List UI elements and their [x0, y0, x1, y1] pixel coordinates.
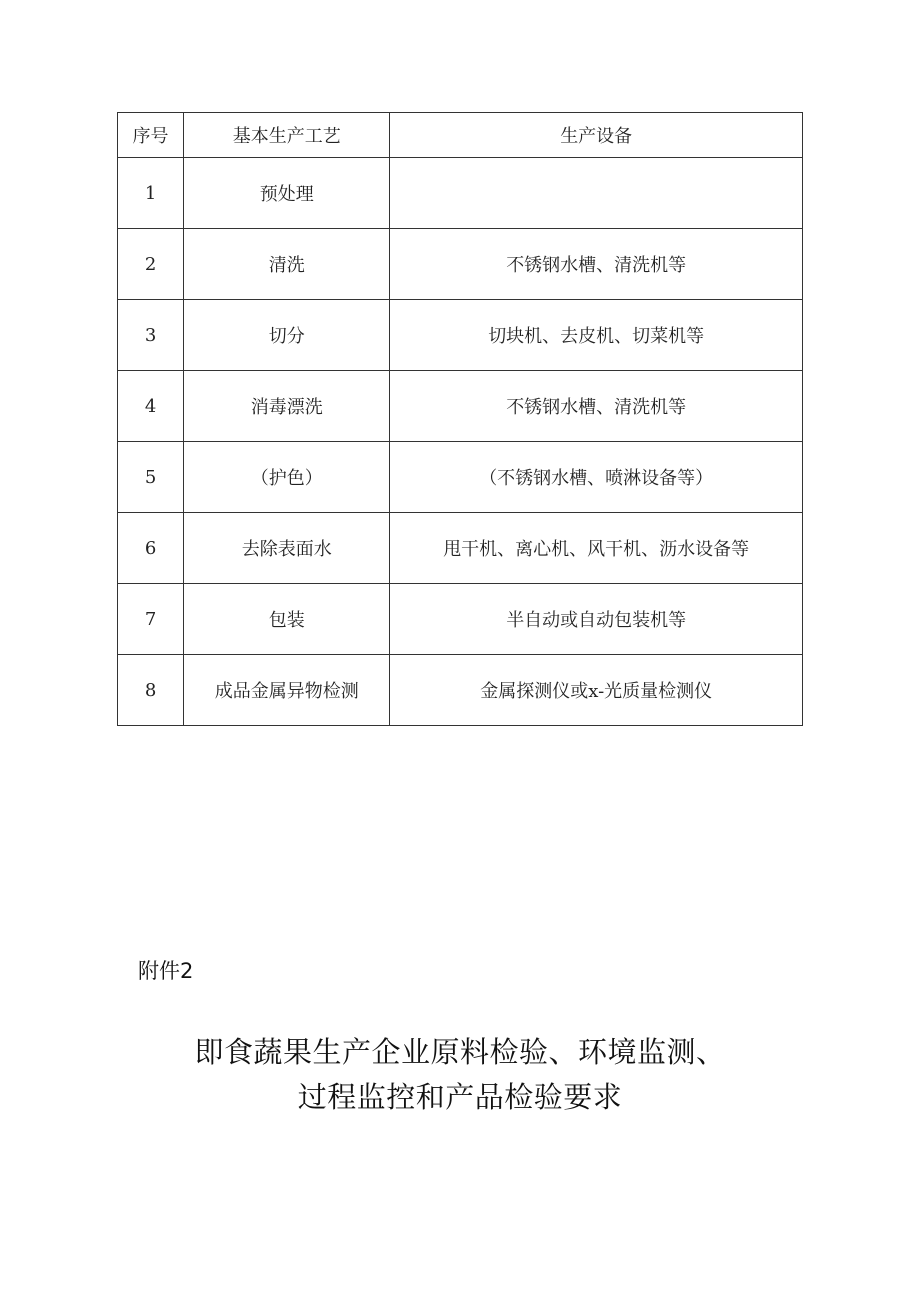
table-row [118, 229, 803, 300]
cell-process: 去除表面水 [184, 513, 390, 584]
cell-process: 清洗 [184, 229, 390, 300]
cell-process: 包装 [184, 584, 390, 655]
cell-seq: 3 [118, 300, 184, 371]
cell-equipment: 甩干机、离心机、风干机、沥水设备等 [390, 513, 803, 584]
header-process: 基本生产工艺 [184, 113, 390, 158]
cell-seq: 6 [118, 513, 184, 584]
cell-process: 消毒漂洗 [184, 371, 390, 442]
cell-seq: 5 [118, 442, 184, 513]
table-row [118, 371, 803, 442]
process-equipment-table [117, 112, 803, 726]
table-row [118, 442, 803, 513]
document-title-line-1: 即食蔬果生产企业原料检验、环境监测、 [194, 1035, 726, 1069]
cell-process: 成品金属异物检测 [184, 655, 390, 726]
table-row [118, 655, 803, 726]
cell-equipment: 切块机、去皮机、切菜机等 [390, 300, 803, 371]
table-row [118, 300, 803, 371]
cell-seq: 4 [118, 371, 184, 442]
table-row [118, 584, 803, 655]
header-equipment: 生产设备 [390, 113, 803, 158]
table-row [118, 513, 803, 584]
header-seq: 序号 [118, 113, 184, 158]
table-header-row [118, 113, 803, 158]
cell-seq: 8 [118, 655, 184, 726]
cell-equipment: 半自动或自动包装机等 [390, 584, 803, 655]
cell-process: 切分 [184, 300, 390, 371]
document-title-line-2: 过程监控和产品检验要求 [297, 1080, 623, 1114]
cell-equipment: 不锈钢水槽、清洗机等 [390, 229, 803, 300]
cell-seq: 1 [118, 158, 184, 229]
cell-process: 预处理 [184, 158, 390, 229]
attachment-label: 附件2 [138, 959, 194, 983]
cell-equipment: 金属探测仪或x-光质量检测仪 [390, 655, 803, 726]
cell-process: （护色） [184, 442, 390, 513]
cell-equipment: （不锈钢水槽、喷淋设备等） [390, 442, 803, 513]
cell-equipment: 不锈钢水槽、清洗机等 [390, 371, 803, 442]
table-row [118, 158, 803, 229]
cell-seq: 2 [118, 229, 184, 300]
cell-equipment [390, 158, 803, 229]
cell-seq: 7 [118, 584, 184, 655]
